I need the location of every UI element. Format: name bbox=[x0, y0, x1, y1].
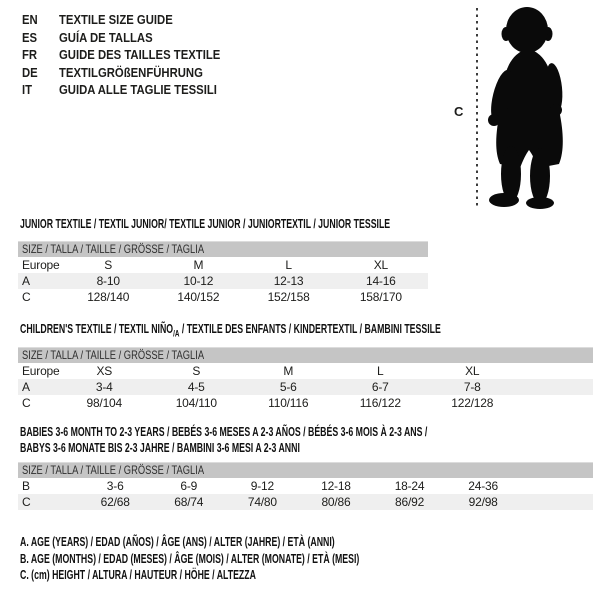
title-subscript: /A bbox=[173, 328, 180, 339]
table-cell: 104/110 bbox=[175, 395, 217, 410]
row-label: C bbox=[18, 494, 78, 510]
row-label: C bbox=[22, 289, 31, 304]
table-cell: 9-12 bbox=[250, 478, 274, 493]
table-cell: 86/92 bbox=[373, 494, 447, 510]
table-cell: 12-18 bbox=[321, 478, 351, 493]
lang-row-fr bbox=[22, 46, 244, 64]
table-cell: 8-10 bbox=[63, 273, 153, 289]
table-cell: 110/116 bbox=[268, 395, 309, 410]
table-row bbox=[18, 273, 428, 289]
table-cell: 158/170 bbox=[359, 289, 402, 304]
table-row bbox=[18, 289, 428, 305]
legend-notes bbox=[20, 534, 505, 584]
row-label: A bbox=[18, 273, 63, 289]
lang-row-it bbox=[22, 81, 244, 99]
table-cell: S bbox=[104, 257, 113, 272]
table-cell: 74/80 bbox=[226, 494, 300, 510]
row-label: B bbox=[22, 478, 30, 493]
table-cell: 12-13 bbox=[243, 273, 333, 289]
lang-code: ES bbox=[22, 29, 38, 45]
legend-note-c: C. (cm) HEIGHT / ALTURA / HAUTEUR / HÖHE / ALTEZZA bbox=[20, 568, 256, 582]
table-cell: XL bbox=[373, 257, 388, 272]
height-measure-dotted-line bbox=[476, 8, 478, 208]
table-cell: 6-7 bbox=[334, 379, 426, 395]
lang-row-es bbox=[22, 29, 244, 47]
table-cell: S bbox=[192, 363, 201, 378]
table-cell: 5-6 bbox=[242, 379, 334, 395]
table-filler-cell bbox=[520, 478, 593, 494]
lang-code: IT bbox=[22, 82, 33, 97]
table-cell: 122/128 bbox=[451, 395, 494, 410]
table-filler-cell bbox=[518, 379, 593, 395]
height-measure-label: C bbox=[454, 104, 464, 119]
language-list bbox=[22, 11, 244, 99]
junior-section-title: JUNIOR TEXTILE / TEXTIL JUNIOR/ TEXTILE JUNIOR / JUNIORTEXTIL / JUNIOR TESSILE bbox=[20, 217, 391, 231]
legend-note-b: B. AGE (MONTHS) / EDAD (MESES) / ÂGE (MOIS) / ALTER (MONATE) / ETÀ (MESI) bbox=[20, 551, 360, 566]
table-row bbox=[18, 478, 593, 494]
row-label: Europe bbox=[22, 257, 60, 272]
size-bar-header: SIZE / TALLA / TAILLE / GRÖSSE / TAGLIA bbox=[18, 348, 593, 363]
row-label: A bbox=[18, 379, 58, 395]
legend-note-a: A. AGE (YEARS) / EDAD (AÑOS) / ÂGE (ANS) / ALTER (JAHRE) / ETÀ (ANNI) bbox=[20, 535, 335, 549]
table-row bbox=[18, 494, 593, 510]
table-cell: 7-8 bbox=[426, 379, 518, 395]
lang-label: GUÍA DE TALLAS bbox=[59, 29, 153, 45]
table-cell: 3-4 bbox=[58, 379, 150, 395]
toddler-silhouette-icon bbox=[482, 4, 590, 210]
lang-row-de bbox=[22, 64, 244, 82]
table-cell: M bbox=[283, 363, 294, 378]
table-filler-cell bbox=[520, 494, 593, 510]
table-cell: 140/152 bbox=[177, 289, 220, 304]
babies-section-title: BABIES 3-6 MONTH TO 2-3 YEARS / BEBÉS 3-6 MESES A 2-3 AÑOS / BÉBÉS 3-6 MOIS À 2-3 ANS / BABYS 3-6 MONATE BIS 2-3 JAHRE / BAMBINI 3-6 MESI A 2-3 ANNI bbox=[20, 425, 428, 455]
lang-label: GUIDE DES TAILLES TEXTILE bbox=[59, 47, 221, 62]
table-cell: 10-12 bbox=[153, 273, 243, 289]
table-cell: 152/158 bbox=[267, 289, 310, 304]
lang-label: GUIDA ALLE TAGLIE TESSILI bbox=[59, 82, 217, 97]
table-cell: 18-24 bbox=[394, 478, 425, 493]
table-cell: 3-6 bbox=[106, 478, 124, 493]
table-cell: 4-5 bbox=[150, 379, 242, 395]
table-cell: 80/86 bbox=[299, 494, 373, 510]
size-bar-header: SIZE / TALLA / TAILLE / GRÖSSE / TAGLIA bbox=[18, 242, 428, 257]
table-row bbox=[18, 395, 593, 411]
table-row bbox=[18, 363, 593, 379]
table-cell: L bbox=[377, 363, 384, 378]
table-row bbox=[18, 257, 428, 273]
lang-code: FR bbox=[22, 47, 38, 62]
lang-label: TEXTILE SIZE GUIDE bbox=[59, 12, 173, 27]
table-cell: 92/98 bbox=[446, 494, 520, 510]
size-bar-header: SIZE / TALLA / TAILLE / GRÖSSE / TAGLIA bbox=[18, 463, 593, 478]
table-cell: 14-16 bbox=[334, 273, 428, 289]
table-filler-cell bbox=[518, 395, 593, 411]
table-cell: 116/122 bbox=[359, 395, 401, 410]
table-cell: 128/140 bbox=[87, 289, 130, 304]
table-filler-cell bbox=[518, 363, 593, 379]
table-cell: L bbox=[285, 257, 292, 272]
table-cell: 98/104 bbox=[86, 395, 122, 410]
lang-label: TEXTILGRÖßENFÜHRUNG bbox=[59, 64, 203, 80]
table-cell: M bbox=[193, 257, 204, 272]
table-cell: 68/74 bbox=[152, 494, 226, 510]
babies-size-table bbox=[18, 462, 593, 510]
row-label: C bbox=[22, 395, 31, 410]
table-cell: XS bbox=[96, 363, 113, 378]
lang-code: EN bbox=[22, 12, 38, 27]
junior-size-table bbox=[18, 241, 428, 305]
table-row bbox=[18, 379, 593, 395]
lang-code: DE bbox=[22, 64, 38, 80]
children-size-table bbox=[18, 347, 593, 411]
lang-row-en bbox=[22, 11, 244, 29]
row-label: Europe bbox=[22, 363, 60, 378]
table-cell: 62/68 bbox=[78, 494, 152, 510]
table-cell: XL bbox=[465, 363, 480, 378]
table-cell: 6-9 bbox=[180, 478, 198, 493]
children-section-title: CHILDREN'S TEXTILE / TEXTIL $NIÑO_{/A}$ / TEXTILE DES ENFANTS / KINDERTEXTIL / BAMBINI TESSILE bbox=[20, 322, 441, 339]
table-cell: 24-36 bbox=[468, 478, 498, 493]
